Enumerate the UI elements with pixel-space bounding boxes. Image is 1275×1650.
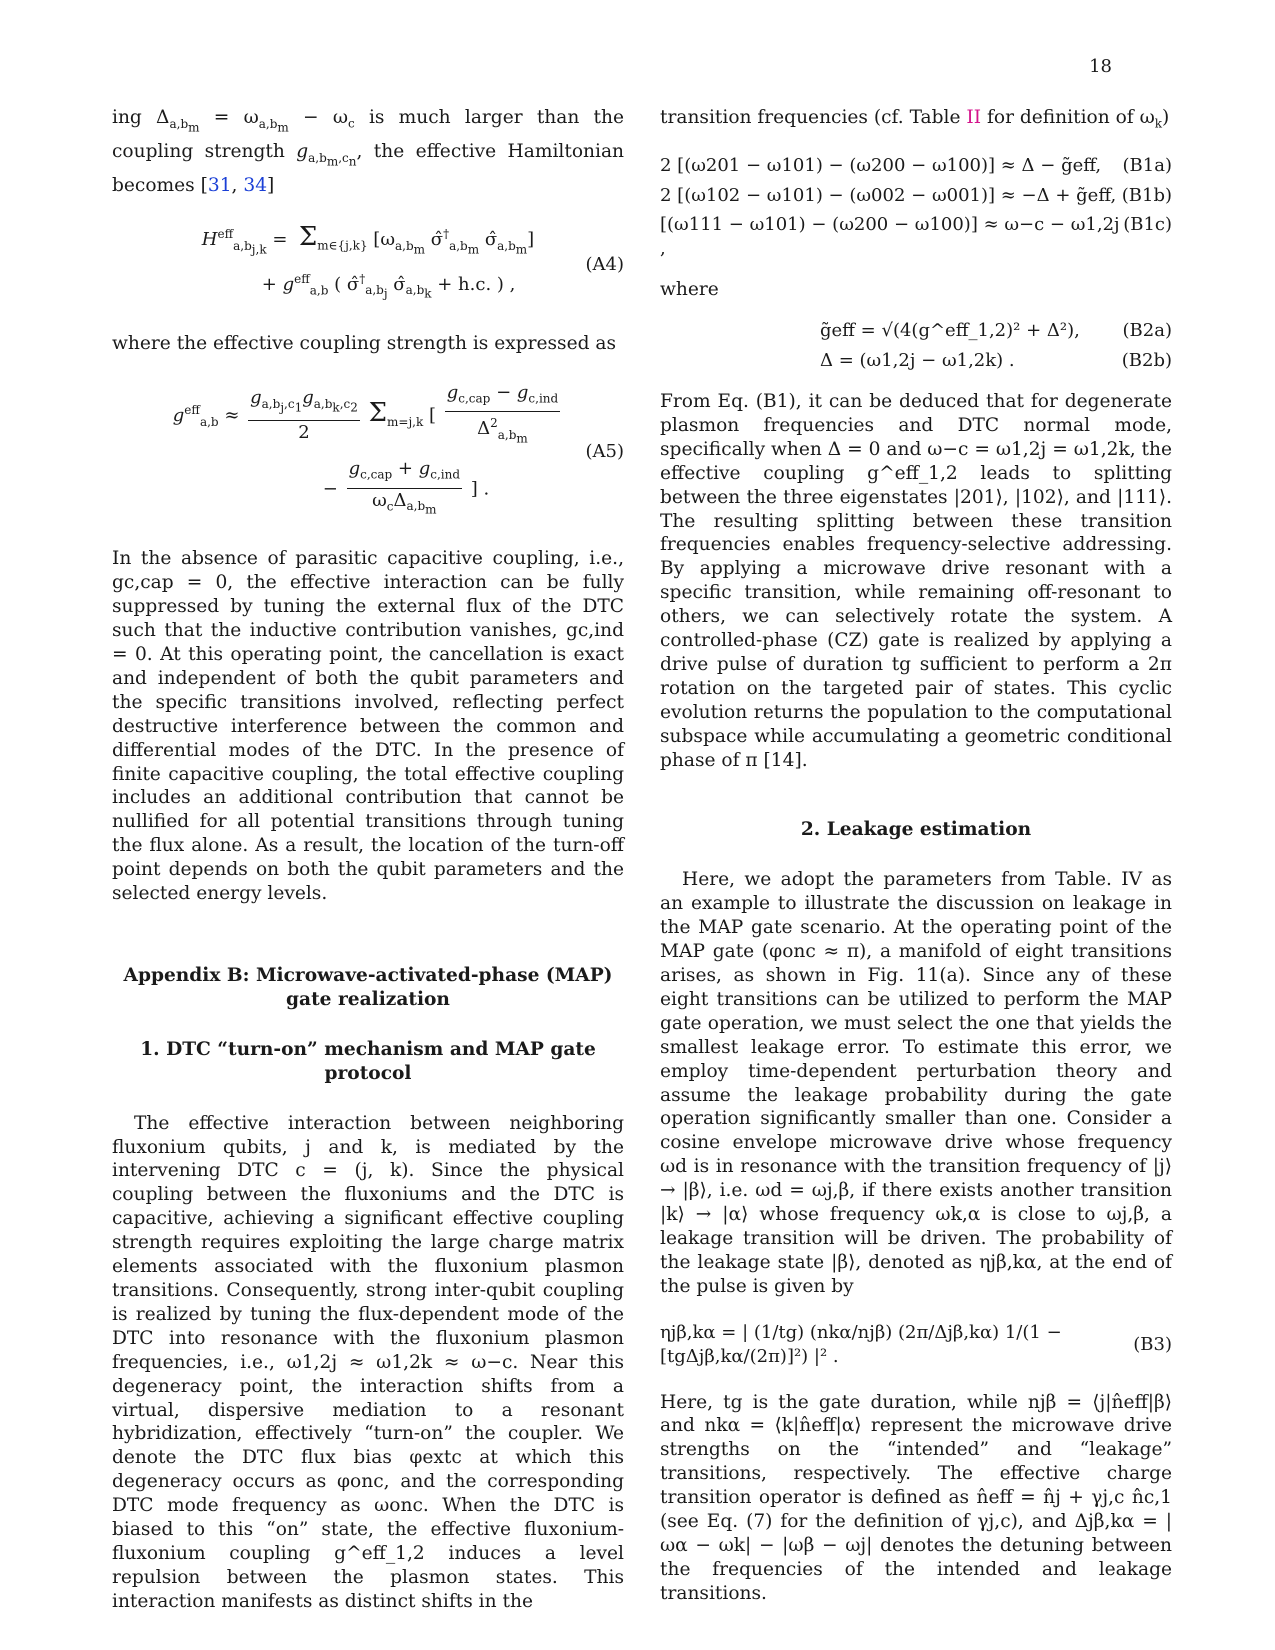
- equation-label-b1b: (B1b): [1121, 184, 1172, 206]
- equation-label-b3: (B3): [1133, 1333, 1172, 1355]
- equation-a4: $H^{eff}_{a,b_{j,k}} = \Sigma_{m\in\{j,k\}}$ [$\omega_{a,b_m}$ $\sigmâ^\dagger_{a,b_m}$ $\sigmâ_{a,b_m}$] + $g^{eff}_{a,b}$ ( $\sigmâ^\dagger_{a,b_j}$ $\sigmâ_{a,b_k} + h.c$. ) , (A4): [201, 221, 624, 301]
- equation-b1c-expr: [(ω111 − ω101) − (ω200 − ω100)] ≈ ω−c − ω1,2j ,: [660, 214, 1120, 260]
- equation-b2b: [660, 346, 1172, 376]
- citation-34[interactable]: 34: [243, 175, 268, 197]
- equation-label-b2a: (B2a): [1122, 320, 1172, 342]
- equation-label-b1c: (B1c): [1123, 214, 1172, 236]
- subsection-2-heading: 2. Leakage estimation: [800, 819, 1032, 841]
- equation-b2a-expr: g̃eff = √(4(g^eff_1,2)² + Δ²),: [820, 320, 1080, 342]
- equation-b2b-expr: Δ = (ω1,2j − ω1,2k) .: [820, 350, 1015, 372]
- equation-b1a: [660, 151, 1172, 181]
- right-paragraph-4: Here, tg is the gate duration, while njβ = ⟨j|n̂eff|β⟩ and nkα = ⟨k|n̂eff|α⟩ represent the microwave drive strengths on the “intended” and “leakage” transitions, respectively. The effective charge transition operator is defined as n̂eff = n̂j + γj,c n̂c,1 (see Eq. (7) for the definition of γj,c), and Δjβ,kα = |ωα − ωk| − |ωβ − ωj| denotes the detuning between the frequencies of the intended and leakage transitions.: [660, 1391, 1172, 1604]
- left-paragraph-3: In the absence of parasitic capacitive coupling, i.e., gc,cap = 0, the effective interaction can be fully suppressed by tuning the external flux of the DTC such that the inductive contribution vanishes, gc,ind = 0. At this operating point, the cancellation is exact and independent of both the qubit parameters and the specific transitions involved, reflecting perfect destructive interference between the common and differential modes of the DTC. In the presence of finite capacitive coupling, the total effective coupling includes an additional contribution that cannot be nullified for all potential transitions through tuning the flux alone. As a result, the location of the turn-off point depends on both the qubit parameters and the selected energy levels.: [112, 548, 624, 905]
- equation-label-b2b: (B2b): [1121, 350, 1172, 372]
- right-column: [660, 106, 1172, 1606]
- right-paragraph-3: Here, we adopt the parameters from Table. IV as an example to illustrate the discussion on leakage in the MAP gate scenario. At the operating point of the MAP gate (φonc ≈ π), a manifold of eight transitions arises, as shown in Fig. 11(a). Since any of these eight transitions can be utilized to perform the MAP gate operation, we must select the one that yields the smallest leakage error. To estimate this error, we employ time-dependent perturbation theory and assume the leakage probability during the gate operation significantly smaller than one. Consider a cosine envelope microwave drive whose frequency ωd is in resonance with the transition frequency of |j⟩ → |β⟩, i.e. ωd = ωj,β, if there exists another transition |k⟩ → |α⟩ whose frequency ωk,α is close to ωj,β, a leakage transition will be driven. The probability of the leakage state |β⟩, denoted as ηjβ,kα, at the end of the pulse is given by: [660, 869, 1172, 1297]
- left-column: [112, 106, 624, 1614]
- right-where: where: [660, 279, 719, 301]
- appendix-b-heading: Appendix B: Microwave-activated-phase (MAP) gate realization: [123, 965, 613, 1010]
- equation-b1b-expr: 2 [(ω102 − ω101) − (ω002 − ω001)] ≈ −Δ + g̃eff,: [660, 184, 1117, 206]
- equation-b3: [660, 1321, 1172, 1369]
- equation-a5: $g^{eff}_{a,b}$ ≈ $\frac{g_{a,b_j,c_1}g_{a,b_k,c_2}}{2}$ $\Sigma_{m=j,k}$ [ $\frac{g_{c,cap} - g_{c,ind}}{\Delta^2_{a,b_m}}$ − $\frac{g_{c,cap} + g_{c,ind}}{\omega_c\Delta_{a,b_m}}$ ] . (A5): [172, 381, 624, 517]
- equation-b1b: [660, 181, 1172, 211]
- right-paragraph-2: From Eq. (B1), it can be deduced that for degenerate plasmon frequencies and DTC normal mode, specifically when Δ = 0 and ω−c = ω1,2j = ω1,2k, the effective coupling g^eff_1,2 leads to splitting between the three eigenstates |201⟩, |102⟩, and |111⟩. The resulting splitting between these transition frequencies enables frequency-selective addressing. By applying a microwave drive resonant with a specific transition, while remaining off-resonant to others, we can selectively rotate the system. A controlled-phase (CZ) gate is realized by applying a drive pulse of duration tg sufficient to perform a 2π rotation on the targeted pair of states. This cyclic evolution returns the population to the computational subspace while accumulating a geometric conditional phase of π [14].: [660, 390, 1172, 771]
- equation-b2a: [660, 316, 1172, 346]
- citation-31[interactable]: 31: [207, 175, 232, 197]
- left-paragraph-2: where the effective coupling strength is expressed as: [112, 332, 617, 354]
- equation-label-a5: (A5): [585, 440, 624, 462]
- equation-b3-expr: ηjβ,kα = | (1/tg) (nkα/njβ) (2π/Δjβ,kα) 1/(1 − [tgΔjβ,kα/(2π)]²) |² .: [660, 1321, 1062, 1367]
- equation-label-b1a: (B1a): [1122, 154, 1172, 176]
- left-paragraph-1: ing $\Delta_{a,b_m} = \omega_{a,b_m} - \omega_c$ is much larger than the coupling strength $g_{a,b_m,c_n}$, the effective Hamiltonian becomes [31, 34]: [112, 107, 625, 197]
- equation-group-b2: [660, 316, 1172, 376]
- right-paragraph-1: transition frequencies (cf. Table II for definition of $\omega_k$): [660, 107, 1170, 131]
- equation-group-b1: [660, 151, 1172, 265]
- equation-b1a-expr: 2 [(ω201 − ω101) − (ω200 − ω100)] ≈ Δ − g̃eff,: [660, 154, 1102, 176]
- equation-b1c: [660, 210, 1172, 264]
- subsection-1-heading: 1. DTC “turn-on” mechanism and MAP gate protocol: [140, 1038, 596, 1084]
- left-paragraph-4: The effective interaction between neighboring fluxonium qubits, j and k, is mediated by the intervening DTC c = (j, k). Since the physical coupling between the fluxoniums and the DTC is capacitive, achieving a significant effective coupling strength requires exploiting the large charge matrix elements associated with the fluxonium plasmon transitions. Consequently, strong inter-qubit coupling is realized by tuning the flux-dependent mode of the DTC into resonance with the fluxonium plasmon frequencies, i.e., ω1,2j ≈ ω1,2k ≈ ω−c. Near this degeneracy point, the interaction shifts from a virtual, dispersive mediation to a resonant hybridization, effectively “turn-on” the coupler. We denote the DTC flux bias φextc at which this degeneracy occurs as φonc, and the corresponding DTC mode frequency as ωonc. When the DTC is biased to this “on” state, the effective fluxonium-fluxonium coupling g^eff_1,2 induces a level repulsion between the plasmon states. This interaction manifests as distinct shifts in the: [112, 1112, 624, 1612]
- table-ref-ii[interactable]: II: [966, 107, 982, 128]
- page-number: 18: [1089, 56, 1112, 77]
- equation-label-a4: (A4): [585, 253, 624, 275]
